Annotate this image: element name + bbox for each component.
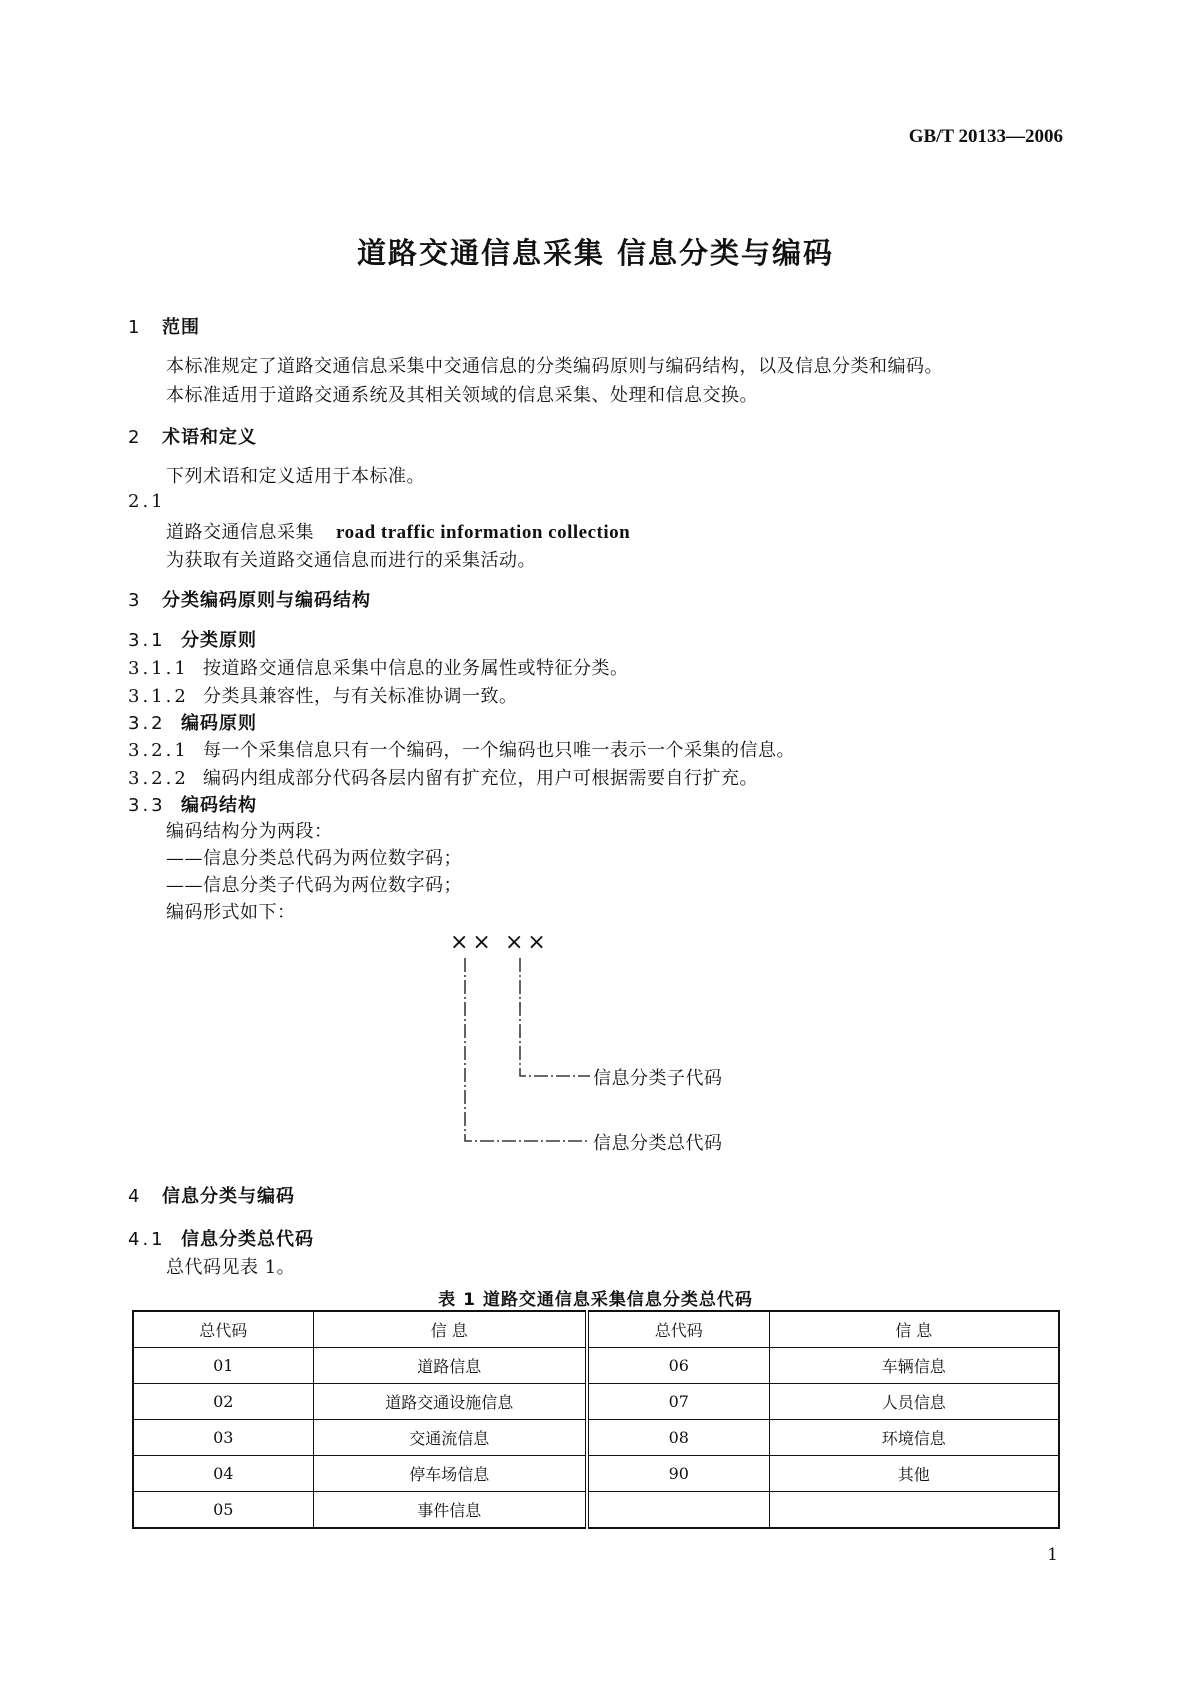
clause-text: 按道路交通信息采集中信息的业务属性或特征分类。 <box>203 658 629 679</box>
table-cell: 02 <box>133 1384 313 1420</box>
section-number: 2 <box>128 427 143 448</box>
table-cell: 停车场信息 <box>313 1456 587 1492</box>
subsection-number: 4.1 <box>128 1229 166 1250</box>
table-row <box>133 1384 1059 1420</box>
term-english: road traffic information collection <box>336 522 631 543</box>
paragraph: 总代码见表 1。 <box>166 1257 296 1278</box>
clause-text: 编码内组成部分代码各层内留有扩充位，用户可根据需要自行扩充。 <box>203 768 758 789</box>
table-cell: 04 <box>133 1456 313 1492</box>
table-cell: 道路信息 <box>313 1348 587 1384</box>
paragraph: 本标准规定了道路交通信息采集中交通信息的分类编码原则与编码结构，以及信息分类和编码。 <box>166 356 943 377</box>
subsection-number: 3.1 <box>128 630 166 651</box>
clause-text: 每一个采集信息只有一个编码，一个编码也只唯一表示一个采集的信息。 <box>203 740 795 761</box>
code-main-placeholder: ×× <box>450 930 495 955</box>
page-title: 道路交通信息采集 信息分类与编码 <box>356 236 835 270</box>
section-number: 4 <box>128 1186 143 1207</box>
subsection-title: 信息分类总代码 <box>181 1229 314 1250</box>
subsection-4-1-heading <box>128 1225 314 1251</box>
term-chinese: 道路交通信息采集 <box>166 522 314 543</box>
main-code-label: 信息分类总代码 <box>593 1133 723 1154</box>
table-header-row <box>133 1311 1059 1348</box>
table-cell: 车辆信息 <box>769 1348 1059 1384</box>
section-title: 范围 <box>162 317 200 338</box>
table-cell: 07 <box>587 1384 769 1420</box>
subsection-title: 分类原则 <box>181 630 257 651</box>
table-row <box>133 1420 1059 1456</box>
table-row <box>133 1492 1059 1529</box>
clause-text: 分类具兼容性，与有关标准协调一致。 <box>203 686 518 707</box>
table-header-cell: 信 息 <box>769 1311 1059 1348</box>
code-table <box>132 1310 1060 1529</box>
table-caption: 表 1 道路交通信息采集信息分类总代码 <box>438 1290 753 1310</box>
paragraph: 编码结构分为两段： <box>166 821 333 842</box>
section-number: 1 <box>128 317 143 338</box>
table-header-cell: 总代码 <box>587 1311 769 1348</box>
table-cell: 08 <box>587 1420 769 1456</box>
definition-number: 2.1 <box>128 491 166 512</box>
paragraph: 编码形式如下： <box>166 902 296 923</box>
section-title: 分类编码原则与编码结构 <box>162 590 371 611</box>
sub-code-label: 信息分类子代码 <box>593 1068 723 1089</box>
table-cell: 01 <box>133 1348 313 1384</box>
table-cell: 90 <box>587 1456 769 1492</box>
table-header-cell: 信 息 <box>313 1311 587 1348</box>
table-cell: 道路交通设施信息 <box>313 1384 587 1420</box>
paragraph: 本标准适用于道路交通系统及其相关领域的信息采集、处理和信息交换。 <box>166 385 758 406</box>
page-number: 1 <box>1047 1545 1058 1565</box>
table-cell <box>587 1492 769 1529</box>
table-cell: 03 <box>133 1420 313 1456</box>
code-sub-placeholder: ×× <box>505 930 550 955</box>
table-header-cell: 总代码 <box>133 1311 313 1348</box>
subsection-number: 3.2 <box>128 713 166 734</box>
table-cell: 环境信息 <box>769 1420 1059 1456</box>
list-item: ——信息分类子代码为两位数字码； <box>166 875 462 896</box>
standard-number: GB/T 20133—2006 <box>908 126 1063 147</box>
section-number: 3 <box>128 590 143 611</box>
paragraph: 下列术语和定义适用于本标准。 <box>166 466 425 487</box>
table-cell: 事件信息 <box>313 1492 587 1529</box>
clause-number: 3.1.1 <box>128 658 189 679</box>
table-cell: 交通流信息 <box>313 1420 587 1456</box>
section-4-heading <box>128 1182 295 1208</box>
table-row <box>133 1456 1059 1492</box>
table-cell <box>769 1492 1059 1529</box>
table-cell: 人员信息 <box>769 1384 1059 1420</box>
term-definition: 为获取有关道路交通信息而进行的采集活动。 <box>166 550 536 571</box>
subsection-title: 编码结构 <box>181 795 257 816</box>
clause-number: 3.1.2 <box>128 686 189 707</box>
clause-number: 3.2.2 <box>128 768 189 789</box>
table-cell: 05 <box>133 1492 313 1529</box>
clause-number: 3.2.1 <box>128 740 189 761</box>
subsection-title: 编码原则 <box>181 713 257 734</box>
section-title: 术语和定义 <box>162 427 257 448</box>
section-title: 信息分类与编码 <box>162 1186 295 1207</box>
subsection-number: 3.3 <box>128 795 166 816</box>
table-cell: 其他 <box>769 1456 1059 1492</box>
table-cell: 06 <box>587 1348 769 1384</box>
table-row <box>133 1348 1059 1384</box>
list-item: ——信息分类总代码为两位数字码； <box>166 848 462 869</box>
